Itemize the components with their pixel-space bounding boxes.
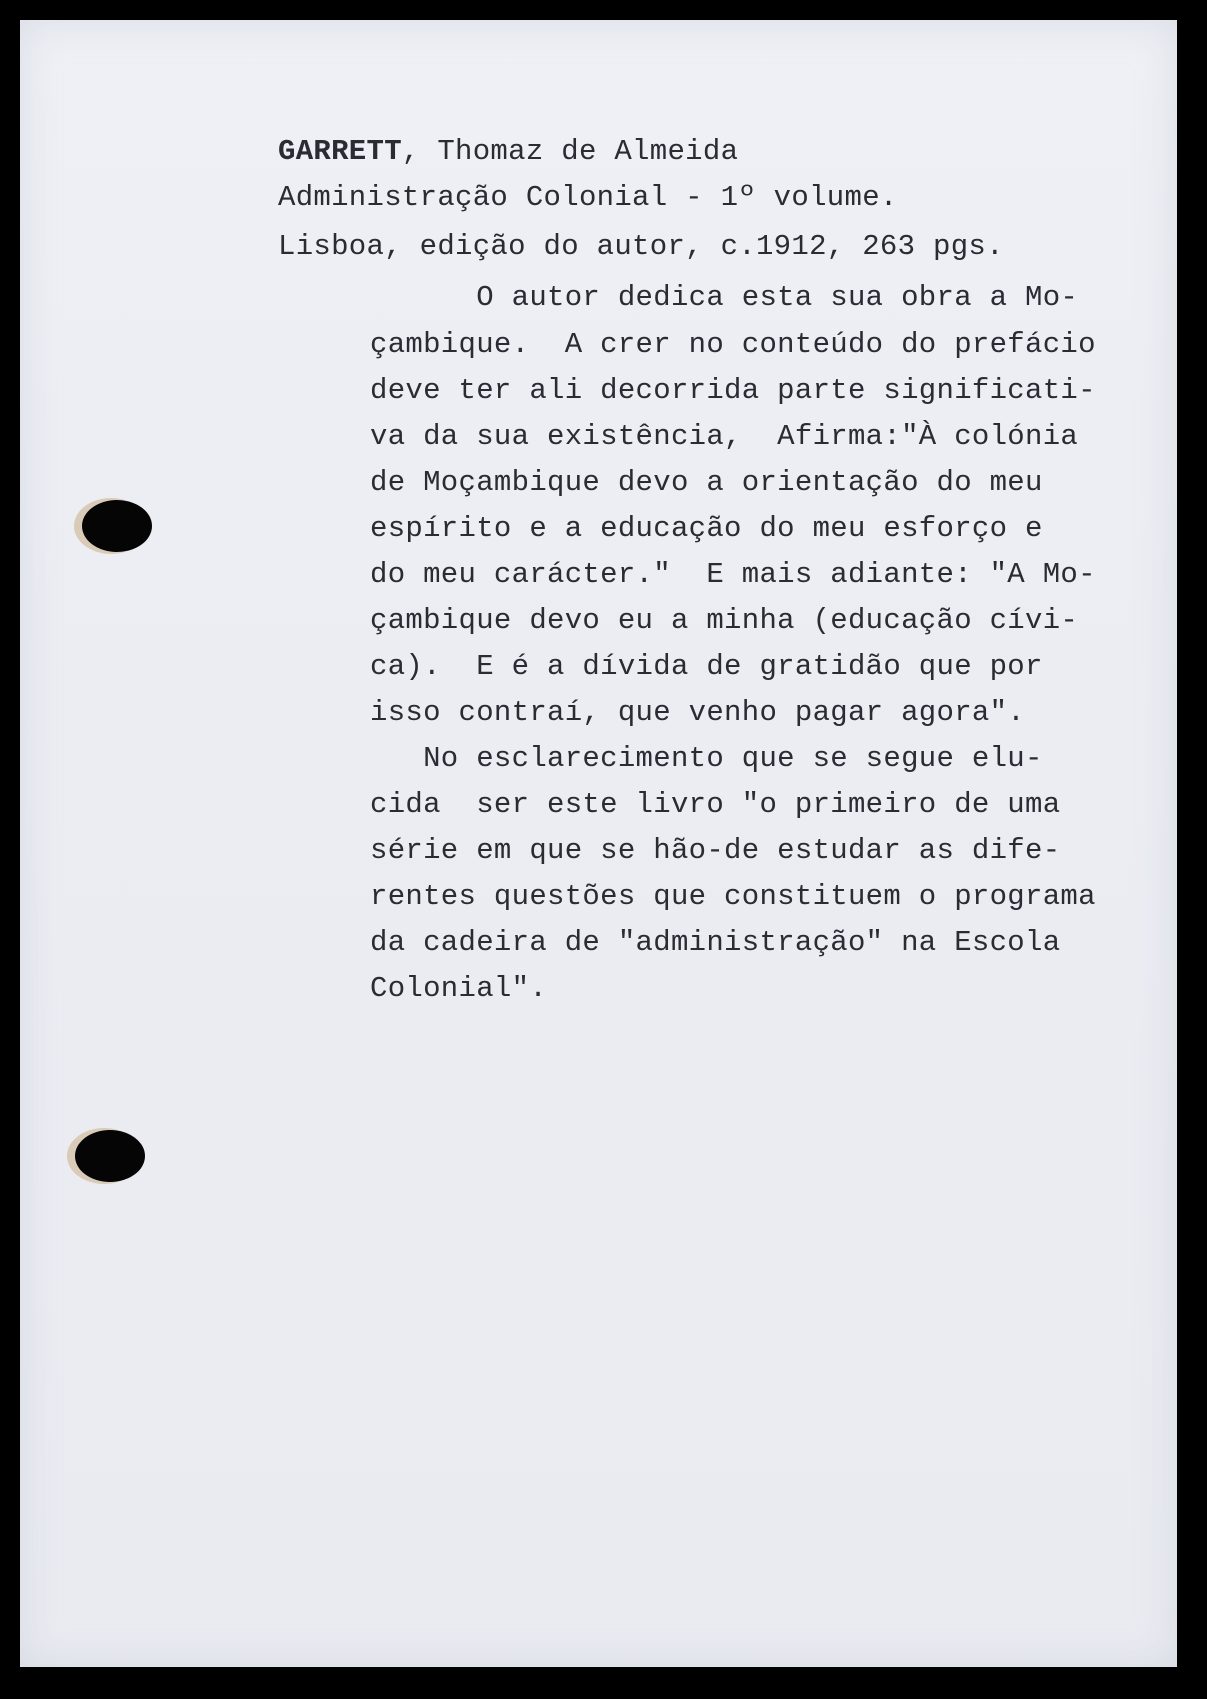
- body-line: série em que se hão-de estudar as dife-: [370, 834, 1061, 867]
- body-line: espírito e a educação do meu esforço e: [370, 512, 1043, 545]
- body-line: cida ser este livro "o primeiro de uma: [370, 788, 1061, 821]
- author-given-names: , Thomaz de Almeida: [401, 135, 739, 168]
- reference-author: [278, 137, 738, 166]
- document-page: [20, 20, 1177, 1667]
- body-line: isso contraí, que venho pagar agora".: [370, 696, 1026, 729]
- author-surname: GARRETT: [278, 135, 402, 168]
- punch-hole-upper: [82, 500, 152, 552]
- body-line: da cadeira de "administração" na Escola: [370, 926, 1061, 959]
- reference-publication: Lisboa, edição do autor, c.1912, 263 pgs.: [278, 230, 1004, 263]
- body-line: No esclarecimento que se segue elu-: [370, 742, 1043, 775]
- body-line: deve ter ali decorrida parte significati-: [370, 374, 1096, 407]
- punch-hole-lower: [75, 1130, 145, 1182]
- body-line: do meu carácter." E mais adiante: "A Mo-: [370, 558, 1096, 591]
- body-line: Colonial".: [370, 972, 548, 1005]
- body-line: ca). E é a dívida de gratidão que por: [370, 650, 1043, 683]
- body-line: çambique devo eu a minha (educação cívi-: [370, 604, 1079, 637]
- reference-title: Administração Colonial - 1º volume.: [278, 181, 898, 214]
- body-line: va da sua existência, Afirma:"À colónia: [370, 420, 1079, 453]
- body-line: de Moçambique devo a orientação do meu: [370, 466, 1043, 499]
- body-line: rentes questões que constituem o programa: [370, 880, 1096, 913]
- body-line: çambique. A crer no conteúdo do prefácio: [370, 328, 1096, 361]
- body-line: O autor dedica esta sua obra a Mo-: [370, 281, 1079, 314]
